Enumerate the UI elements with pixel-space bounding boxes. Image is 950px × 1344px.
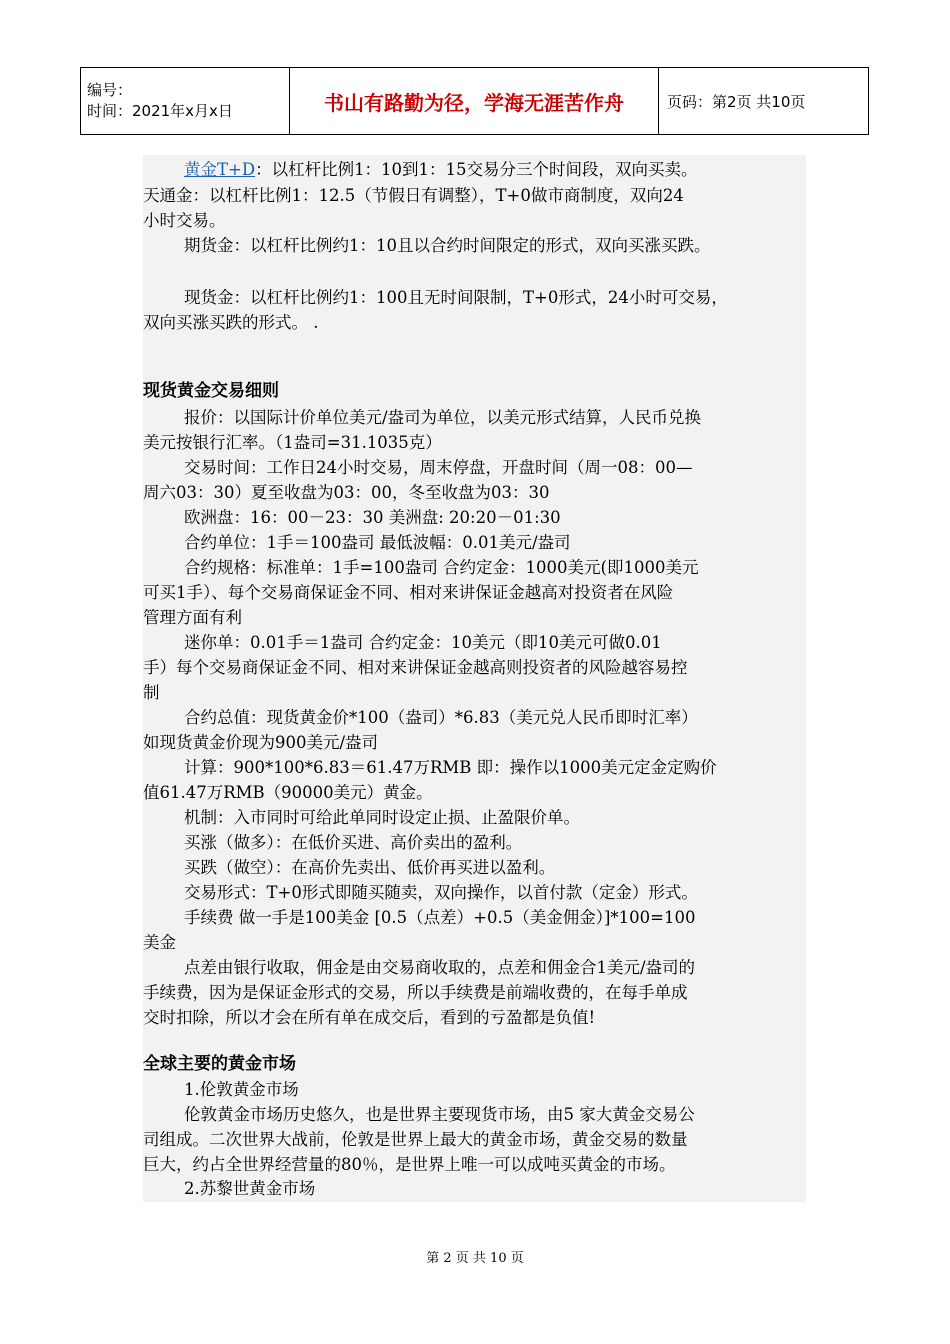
motto: 书山有路勤为径，学海无涯苦作舟 bbox=[290, 68, 659, 135]
rule-line: 买跌（做空）：在高价先卖出、低价再买进以盈利。 bbox=[184, 858, 556, 877]
rule-line: 交易形式：T+0形式即随买随卖，双向操作，以首付款（定金）形式。 bbox=[184, 883, 698, 902]
section-heading-spot-rules: 现货黄金交易细则 bbox=[143, 381, 279, 401]
rule-line: 机制：入市同时可给此单同时设定止损、止盈限价单。 bbox=[184, 808, 580, 827]
market-line: 2.苏黎世黄金市场 bbox=[184, 1179, 316, 1198]
paragraph-tiantong-2: 小时交易。 bbox=[143, 211, 226, 230]
header-table bbox=[80, 67, 869, 135]
rule-line: 报价：以国际计价单位美元/盎司为单位，以美元形式结算，人民币兑换 bbox=[184, 408, 702, 427]
rule-line: 交时扣除，所以才会在所有单在成交后，看到的亏盈都是负值! bbox=[143, 1008, 596, 1027]
rule-line: 美金 bbox=[143, 933, 176, 952]
rule-line: 欧洲盘：16：00－23：30 美洲盘: 20:20－01:30 bbox=[184, 508, 561, 527]
paragraph-tiantong-1: 天通金：以杠杆比例1：12.5（节假日有调整），T+0做市商制度，双向24 bbox=[143, 186, 684, 205]
rule-line: 合约总值：现货黄金价*100（盎司）*6.83（美元兑人民币即时汇率） bbox=[184, 708, 698, 727]
paragraph-spot-2: 双向买涨买跌的形式。 . bbox=[143, 313, 319, 332]
document-body bbox=[143, 155, 806, 1202]
rule-line: 周六03：30）夏至收盘为03：00，冬至收盘为03：30 bbox=[143, 483, 550, 502]
number-label: 编号： bbox=[87, 81, 133, 99]
market-line: 司组成。二次世界大战前，伦敦是世界上最大的黄金市场，黄金交易的数量 bbox=[143, 1130, 688, 1149]
paragraph-futures: 期货金：以杠杆比例约1：10且以合约时间限定的形式，双向买涨买跌。 bbox=[184, 236, 711, 255]
section-heading-gold-markets: 全球主要的黄金市场 bbox=[143, 1054, 296, 1074]
rule-line: 合约规格：标准单：1手=100盎司 合约定金：1000美元(即1000美元 bbox=[184, 558, 699, 577]
paragraph-spot-1: 现货金：以杠杆比例约1：100且无时间限制，T+0形式，24小时可交易， bbox=[184, 288, 728, 307]
rule-line: 点差由银行收取，佣金是由交易商收取的，点差和佣金合1美元/盎司的 bbox=[184, 958, 696, 977]
page-footer: 第 2 页 共 10 页 bbox=[426, 1251, 524, 1266]
paragraph-td: 黄金T+D：以杠杆比例1：10到1：15交易分三个时间段，双向买卖。 bbox=[184, 160, 698, 179]
market-line: 巨大，约占全世界经营量的80％，是世界上唯一可以成吨买黄金的市场。 bbox=[143, 1155, 676, 1174]
rule-line: 制 bbox=[143, 683, 160, 702]
market-line: 伦敦黄金市场历史悠久，也是世界主要现货市场，由5 家大黄金交易公 bbox=[184, 1105, 695, 1124]
rule-line: 美元按银行汇率。（1盎司=31.1035克） bbox=[143, 433, 442, 452]
rule-line: 迷你单：0.01手＝1盎司 合约定金：10美元（即10美元可做0.01 bbox=[184, 633, 662, 652]
rule-line: 手续费 做一手是100美金 [0.5（点差）+0.5（美金佣金）]*100=100 bbox=[184, 908, 696, 927]
rule-line: 值61.47万RMB（90000美元）黄金。 bbox=[143, 783, 433, 802]
rule-line: 管理方面有利 bbox=[143, 608, 242, 627]
rule-line: 合约单位：1手＝100盎司 最低波幅：0.01美元/盎司 bbox=[184, 533, 571, 552]
page-label: 页码：第2页 共10页 bbox=[659, 68, 869, 135]
market-line: 1.伦敦黄金市场 bbox=[184, 1080, 299, 1099]
rule-line: 买涨（做多）：在低价买进、高价卖出的盈利。 bbox=[184, 833, 523, 852]
rule-line: 交易时间：工作日24小时交易，周末停盘，开盘时间（周一08：00— bbox=[184, 458, 693, 477]
rule-line: 可买1手）、每个交易商保证金不同、相对来讲保证金越高对投资者在风险 bbox=[143, 583, 674, 602]
header-info-cell bbox=[81, 68, 290, 135]
rule-line: 计算：900*100*6.83＝61.47万RMB 即：操作以1000美元定金定购价 bbox=[184, 758, 717, 777]
td-link[interactable]: 黄金T+D bbox=[184, 160, 256, 179]
rule-line: 手续费，因为是保证金形式的交易，所以手续费是前端收费的，在每手单成 bbox=[143, 983, 688, 1002]
date-label: 时间：2021年x月x日 bbox=[87, 102, 233, 120]
rule-line: 手）每个交易商保证金不同、相对来讲保证金越高则投资者的风险越容易控 bbox=[143, 658, 688, 677]
rule-line: 如现货黄金价现为900美元/盎司 bbox=[143, 733, 379, 752]
